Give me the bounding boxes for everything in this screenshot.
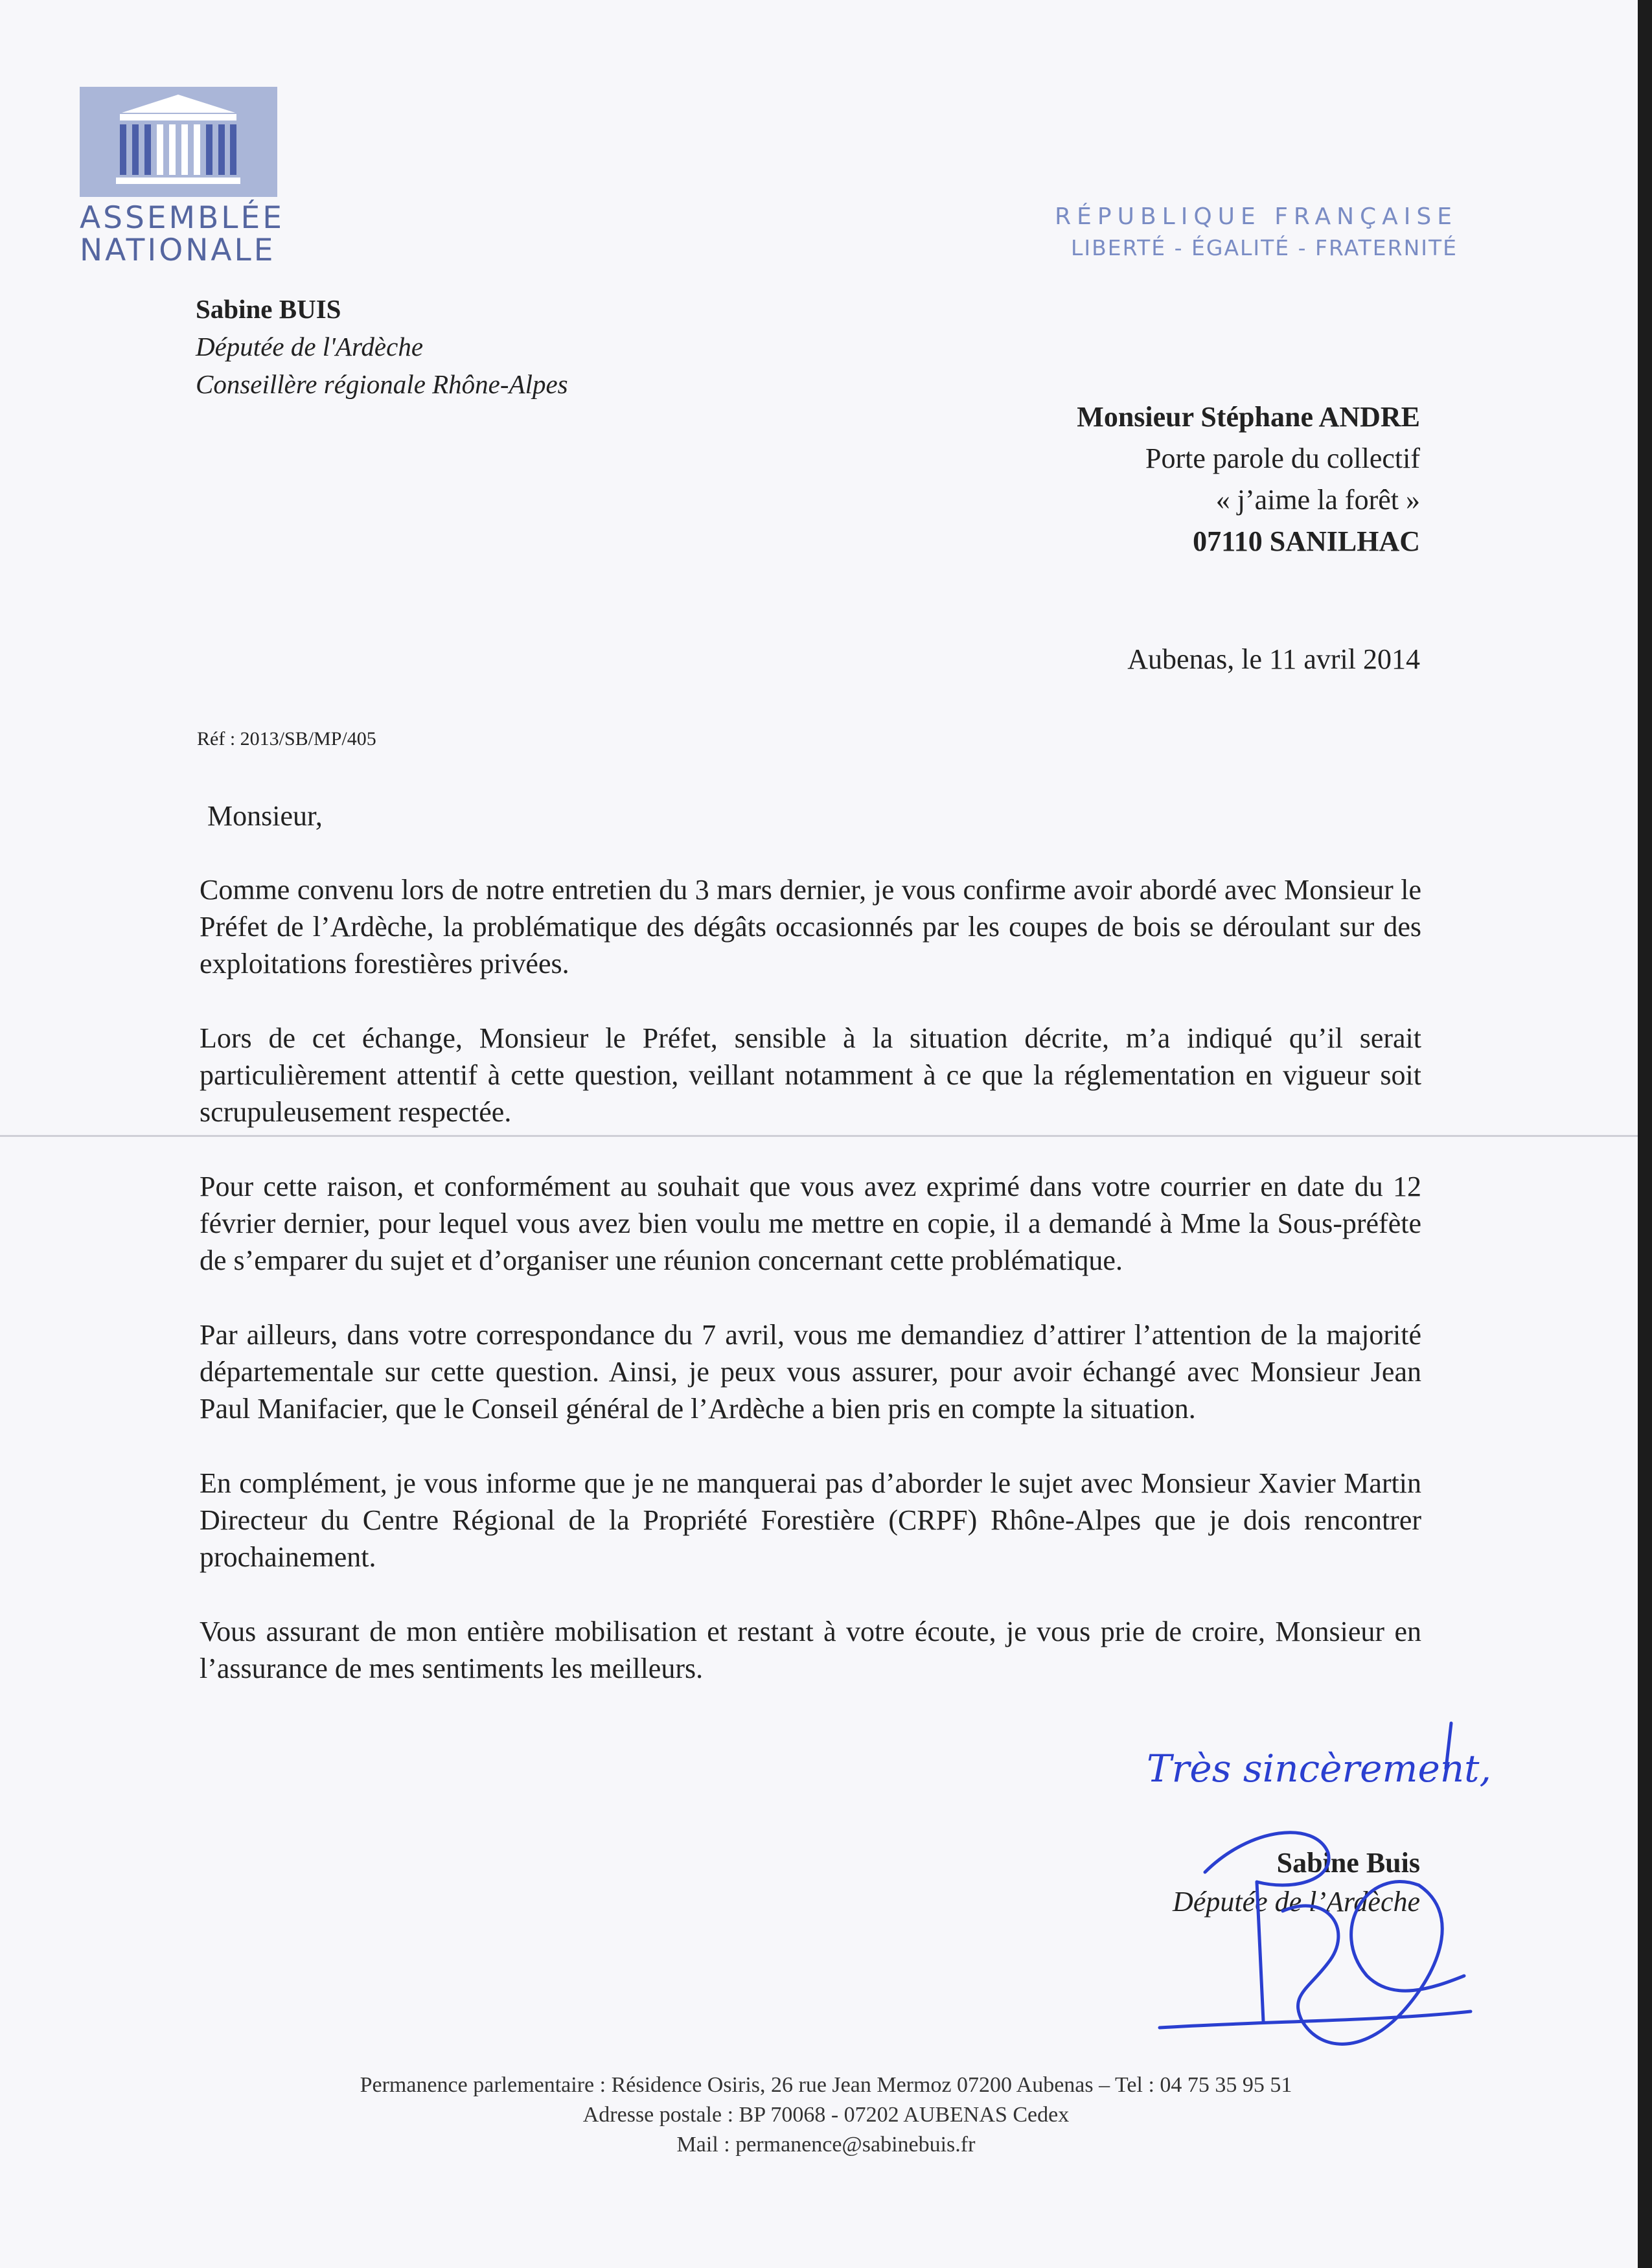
paragraph-1: Comme convenu lors de notre entretien du 3 mars dernier, je vous confirme avoir abordé avec Monsieur le Préfet de l’Ardèche, la problématique des dégâts occasionnés par les coupes de bois se déroulant sur des exploitations forestières privées. [200,874,1421,979]
sender-name: Sabine BUIS [196,294,341,324]
sender-role-1: Députée de l'Ardèche [196,332,424,361]
republique-motto: LIBERTÉ - ÉGALITÉ - FRATERNITÉ [1071,235,1458,260]
salutation: Monsieur, [207,800,323,832]
footer-mail: Mail : permanence@sabinebuis.fr [676,2133,976,2157]
footer-permanence: Permanence parlementaire : Résidence Osiris, 26 rue Jean Mermoz 07200 Aubenas – Tel : 04 75 35 95 51 [360,2073,1292,2097]
recipient-line-2: « j’aime la forêt » [1215,484,1420,516]
assemblee-logo [80,87,284,268]
paragraph-5: En complément, je vous informe que je ne manquerai pas d’aborder le sujet avec Monsieur Xavier Martin Directeur du Centre Régional de la Propriété Forestière (CRPF) Rhône-Alpes que je dois rencontrer prochainement. [200,1467,1421,1573]
sender-block [196,290,568,403]
recipient-block [1077,396,1420,562]
paragraph-4: Par ailleurs, dans votre correspondance du 7 avril, vous me demandiez d’attirer l’attention de la majorité départementale sur cette question. Ainsi, je peux vous assurer, pour avoir échangé avec Monsieur Jean Paul Manifacier, que le Conseil général de l’Ardèche a bien pris en compte la situation. [200,1319,1421,1425]
scan-edge [1638,0,1652,2268]
logo-line-2: NATIONALE [80,233,276,268]
paragraph-3: Pour cette raison, et conformément au souhait que vous avez exprimé dans votre courrier en date du 12 février dernier, pour lequel vous avez bien voulu me mettre en copie, il a demandé à Mme la Sous-préfète de s’emparer du sujet et d’organiser une réunion concernant cette problématique. [200,1171,1421,1276]
signature-role: Députée de l’Ardèche [1173,1886,1420,1918]
letter-body [200,871,1421,1724]
paragraph-6: Vous assurant de mon entière mobilisation et restant à votre écoute, je vous prie de croire, Monsieur en l’assurance de mes sentiments les meilleurs. [200,1616,1421,1684]
letter-reference: Réf : 2013/SB/MP/405 [197,728,376,750]
republique-header [1055,201,1458,263]
handwritten-note: Très sincèrement, [1147,1747,1491,1791]
recipient-name: Monsieur Stéphane ANDRE [1077,401,1420,433]
paragraph-2: Lors de cet échange, Monsieur le Préfet, sensible à la situation décrite, m’a indiqué qu’il serait particulièrement attentif à cette question, veillant notamment à ce que la réglementation en vigueur soit scrupuleusement respectée. [200,1022,1421,1128]
handwritten-signature [1134,1717,1497,2073]
footer [0,2070,1652,2160]
recipient-line-1: Porte parole du collectif [1145,442,1420,474]
logo-line-1: ASSEMBLÉE [80,200,284,236]
palais-bourbon-icon [80,87,277,197]
recipient-city: 07110 SANILHAC [1193,525,1420,557]
sender-role-2: Conseillère régionale Rhône-Alpes [196,369,568,399]
republique-title: RÉPUBLIQUE FRANÇAISE [1055,203,1458,230]
footer-postal: Adresse postale : BP 70068 - 07202 AUBENAS Cedex [582,2103,1070,2127]
signature-name: Sabine Buis [1276,1847,1420,1879]
letter-date: Aubenas, le 11 avril 2014 [1127,643,1420,675]
assemblee-wordmark [80,200,284,268]
